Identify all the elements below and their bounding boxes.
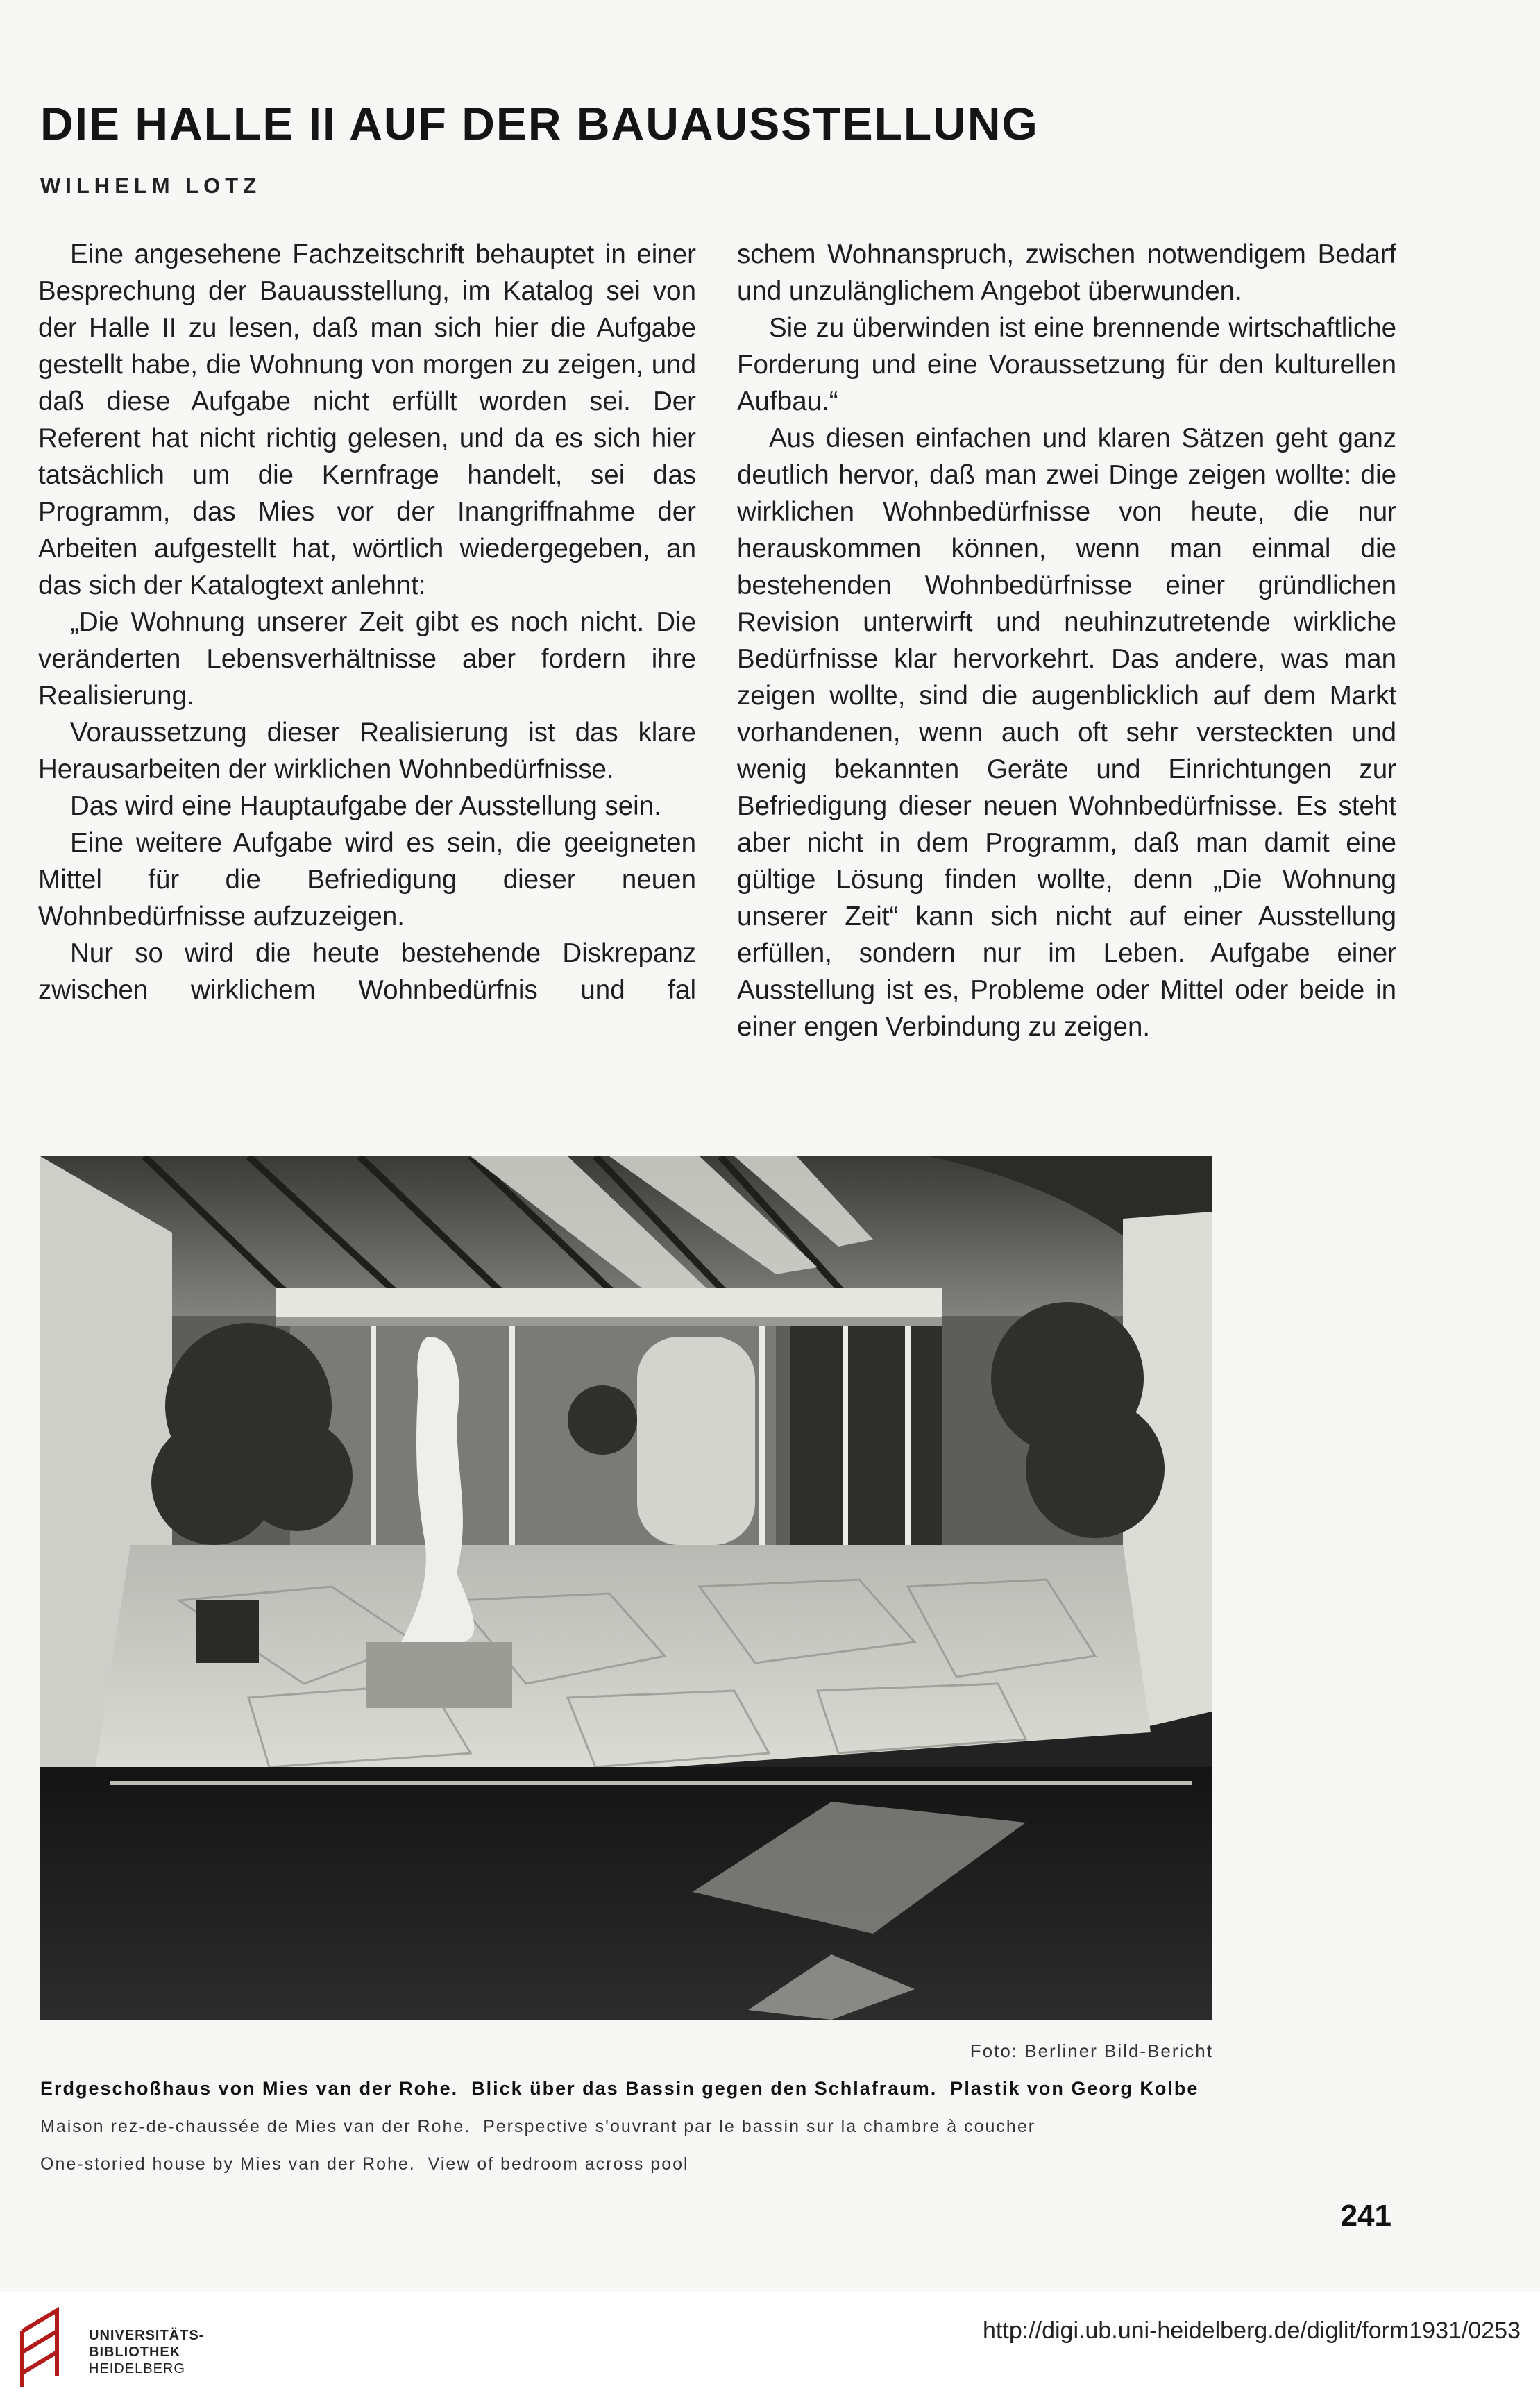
article-author: WILHELM LOTZ (40, 174, 262, 198)
article-title: DIE HALLE II AUF DER BAUAUSSTELLUNG (40, 98, 1039, 149)
page-number: 241 (1340, 2199, 1391, 2233)
text-column-right (737, 236, 1396, 1045)
paragraph: „Die Wohnung unserer Zeit gibt es noch nicht. Die veränderten Lebensverhältnisse aber fordern ihre Realisierung. (38, 607, 696, 711)
library-name (89, 2327, 204, 2377)
paragraph: Voraussetzung dieser Realisierung ist das klare Herausarbeiten der wirklichen Wohnbedürfnisse. (38, 718, 696, 784)
library-name-line: UNIVERSITÄTS- (89, 2328, 205, 2343)
photo-illustration (40, 1156, 1212, 2020)
caption-german: Erdgeschoßhaus von Mies van der Rohe. Blick über das Bassin gegen den Schlafraum. Plastik von Georg Kolbe (40, 2078, 1199, 2099)
paragraph: Eine weitere Aufgabe wird es sein, die geeigneten Mittel für die Befriedigung dieser neuen Wohnbedürfnisse aufzuzeigen. (38, 828, 696, 931)
paragraph: Aus diesen einfachen und klaren Sätzen geht ganz deutlich hervor, daß man zwei Dinge zeigen wollte: die wirklichen Wohnbedürfnisse von heute, die nur herauskommen können, wenn man einmal die bestehenden Wohnbedürfnisse einer gründlichen Revision unterwirft und neuhinzutretende wirkliche Bedürfnisse klar hervorkehrt. Das andere, was man zeigen wollte, sind die augenblicklich auf dem Markt vorhandenen, wenn auch oft sehr versteckten und wenig bekannten Geräte und Einrichtungen zur Befriedigung dieser neuen Wohnbedürfnisse. Es steht aber nicht in dem Programm, daß man damit eine gültige Lösung finden wollte, denn „Die Wohnung unserer Zeit“ kann sich nicht auf einer Ausstellung erfüllen, sondern nur im Leben. Aufgabe einer Ausstellung ist es, Probleme oder Mittel oder beide in einer engen Verbindung zu zeigen. (737, 423, 1396, 1042)
library-name-line: HEIDELBERG (89, 2361, 185, 2376)
photo-credit: Foto: Berliner Bild-Bericht (970, 2040, 1213, 2061)
paragraph: Nur so wird die heute bestehende Diskrepanz zwischen wirklichem Wohnbedürfnis und fal (38, 938, 696, 1005)
paragraph: Eine angesehene Fachzeitschrift behauptet in einer Besprechung der Bauausstellung, im Katalog sei von der Halle II zu lesen, daß man sich hier die Aufgabe gestellt habe, die Wohnung von morgen zu zeigen, und daß diese Aufgabe nicht erfüllt worden sei. Der Referent hat nicht richtig gelesen, und da es sich hier tatsächlich um die Kernfrage handelt, sei das Programm, das Mies vor der Inangriffnahme der Arbeiten aufgestellt hat, wörtlich wiedergegeben, an das sich der Katalogtext anlehnt: (38, 239, 696, 600)
caption-english: One-storied house by Mies van der Rohe. View of bedroom across pool (40, 2154, 689, 2174)
text-column-left (38, 236, 696, 1008)
library-name-line: BIBLIOTHEK (89, 2344, 181, 2360)
paragraph-continuation: schem Wohnanspruch, zwischen notwendigem Bedarf und unzulänglichem Angebot überwunden. (737, 239, 1396, 306)
caption-french: Maison rez-de-chaussée de Mies van der Rohe. Perspective s'ouvrant par le bassin sur la chambre à coucher (40, 2117, 1036, 2136)
source-url-link[interactable]: http://digi.ub.uni-heidelberg.de/diglit/form1931/0253 (983, 2317, 1521, 2344)
library-footer (0, 2292, 1540, 2400)
paragraph: Das wird eine Hauptaufgabe der Ausstellung sein. (70, 791, 661, 821)
paragraph: Sie zu überwinden ist eine brennende wirtschaftliche Forderung und eine Voraussetzung für den kulturellen Aufbau.“ (737, 313, 1396, 416)
article-photograph (40, 1156, 1212, 2020)
library-logo-icon (15, 2304, 78, 2390)
